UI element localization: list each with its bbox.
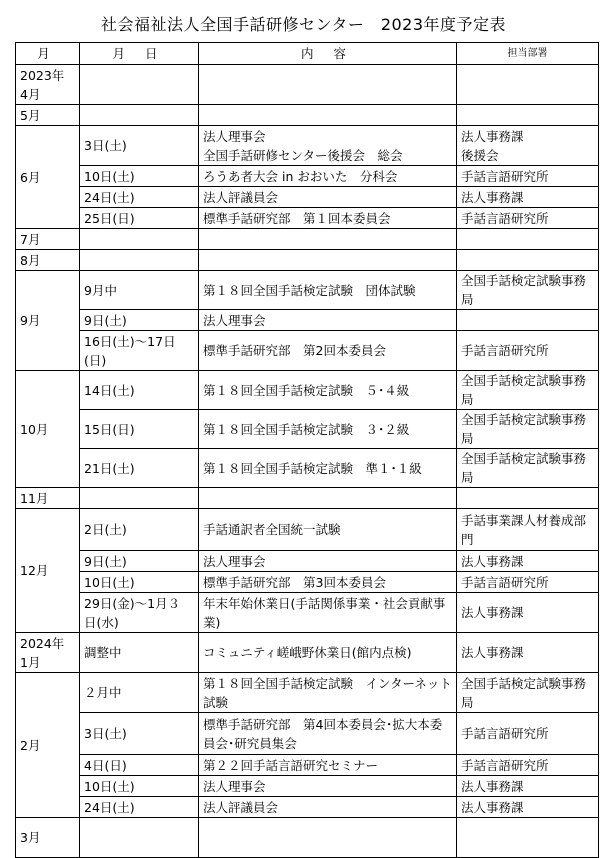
dept-cell: 手話言語研究所 [457, 713, 599, 755]
content-cell [199, 229, 457, 250]
dept-cell: 全国手話検定試験事務局 [457, 449, 599, 488]
day-cell: 4日(日) [80, 755, 199, 776]
day-cell: 10日(土) [80, 776, 199, 797]
table-row [16, 797, 599, 818]
day-cell [80, 818, 199, 858]
dept-cell: 手話言語研究所 [457, 166, 599, 187]
dept-cell: 全国手話検定試験事務局 [457, 371, 599, 410]
content-cell: 法人理事会 [199, 310, 457, 331]
day-cell [80, 105, 199, 126]
dept-cell [457, 229, 599, 250]
day-cell: 9月中 [80, 271, 199, 310]
header-content: 内 容 [199, 43, 457, 65]
day-cell [80, 250, 199, 271]
header-day: 月 日 [80, 43, 199, 65]
dept-cell [457, 310, 599, 331]
month-cell: 10月 [16, 371, 80, 488]
day-cell [80, 229, 199, 250]
dept-cell: 手話言語研究所 [457, 755, 599, 776]
content-cell: 第１８回全国手話検定試験 準１･１級 [199, 449, 457, 488]
table-row [16, 673, 599, 713]
day-cell: 24日(土) [80, 797, 199, 818]
table-row [16, 331, 599, 371]
table-row [16, 410, 599, 449]
schedule-table [15, 42, 599, 858]
table-row [16, 229, 599, 250]
content-cell [199, 65, 457, 105]
table-row [16, 65, 599, 105]
content-cell: 標準手話研究部 第3回本委員会 [199, 572, 457, 593]
content-cell [199, 250, 457, 271]
day-cell: 10日(土) [80, 166, 199, 187]
dept-cell: 法人事務課 [457, 593, 599, 633]
content-cell [199, 818, 457, 858]
content-cell: 第１８回全国手話検定試験 ５･４級 [199, 371, 457, 410]
month-cell: 3月 [16, 818, 80, 858]
dept-cell [457, 65, 599, 105]
content-cell: ろうあ者大会 in おおいた 分科会 [199, 166, 457, 187]
day-cell [80, 65, 199, 105]
table-row [16, 572, 599, 593]
day-cell: 29日(金)～1月３ 日(水) [80, 593, 199, 633]
day-cell: ２月中 [80, 673, 199, 713]
dept-cell: 法人事務課 後援会 [457, 126, 599, 166]
day-cell: 25日(日) [80, 208, 199, 229]
table-row [16, 633, 599, 673]
table-row [16, 509, 599, 551]
dept-cell [457, 250, 599, 271]
dept-cell: 法人事務課 [457, 551, 599, 572]
table-row [16, 271, 599, 310]
day-cell: 15日(日) [80, 410, 199, 449]
day-cell: 10日(土) [80, 572, 199, 593]
table-row [16, 818, 599, 858]
content-cell: 第１８回全国手話検定試験 インターネット 試験 [199, 673, 457, 713]
month-cell: 2024年 1月 [16, 633, 80, 673]
day-cell: 2日(土) [80, 509, 199, 551]
day-cell: 9日(土) [80, 551, 199, 572]
content-cell: 法人理事会 全国手話研修センター後援会 総会 [199, 126, 457, 166]
month-cell: 5月 [16, 105, 80, 126]
content-cell [199, 105, 457, 126]
dept-cell: 法人事務課 [457, 633, 599, 673]
table-row [16, 371, 599, 410]
table-row [16, 187, 599, 208]
table-row [16, 776, 599, 797]
dept-cell: 手話言語研究所 [457, 208, 599, 229]
dept-cell: 手話言語研究所 [457, 331, 599, 371]
table-row [16, 105, 599, 126]
table-row [16, 593, 599, 633]
dept-cell: 法人事務課 [457, 776, 599, 797]
dept-cell: 手話言語研究所 [457, 572, 599, 593]
header-dept: 担当部署 [457, 43, 599, 65]
month-cell: 11月 [16, 488, 80, 509]
dept-cell [457, 488, 599, 509]
table-row [16, 713, 599, 755]
dept-cell: 法人事務課 [457, 797, 599, 818]
dept-cell: 全国手話検定試験事務局 [457, 271, 599, 310]
table-row [16, 166, 599, 187]
content-cell: 年末年始休業日(手話関係事業・社会貢献事 業) [199, 593, 457, 633]
day-cell: 9日(土) [80, 310, 199, 331]
month-cell: 7月 [16, 229, 80, 250]
page-title: 社会福祉法人全国手話研修センター 2023年度予定表 [100, 15, 507, 34]
month-cell: 12月 [16, 509, 80, 633]
content-cell: 標準手話研究部 第１回本委員会 [199, 208, 457, 229]
table-row [16, 126, 599, 166]
content-cell [199, 488, 457, 509]
month-cell: 8月 [16, 250, 80, 271]
day-cell: 14日(土) [80, 371, 199, 410]
dept-cell [457, 105, 599, 126]
day-cell: 3日(土) [80, 126, 199, 166]
month-cell: 9月 [16, 271, 80, 371]
table-row [16, 250, 599, 271]
day-cell: 16日(土)～17日 (日) [80, 331, 199, 371]
content-cell: 第１８回全国手話検定試験 団体試験 [199, 271, 457, 310]
month-cell: 2月 [16, 673, 80, 818]
day-cell [80, 488, 199, 509]
day-cell: 3日(土) [80, 713, 199, 755]
content-cell: 標準手話研究部 第4回本委員会･拡大本委 員会･研究員集会 [199, 713, 457, 755]
table-row [16, 208, 599, 229]
content-cell: 標準手話研究部 第2回本委員会 [199, 331, 457, 371]
day-cell: 調整中 [80, 633, 199, 673]
content-cell: 法人評議員会 [199, 187, 457, 208]
month-cell: 2023年 4月 [16, 65, 80, 105]
content-cell: 法人評議員会 [199, 797, 457, 818]
header-row [16, 43, 599, 65]
dept-cell: 手話事業課人材養成部門 [457, 509, 599, 551]
table-row [16, 551, 599, 572]
day-cell: 21日(土) [80, 449, 199, 488]
content-cell: 法人理事会 [199, 551, 457, 572]
table-row [16, 449, 599, 488]
table-row [16, 488, 599, 509]
table-row [16, 310, 599, 331]
header-month: 月 [16, 43, 80, 65]
month-cell: 6月 [16, 126, 80, 229]
dept-cell [457, 818, 599, 858]
content-cell: 第２２回手話言語研究セミナー [199, 755, 457, 776]
dept-cell: 法人事務課 [457, 187, 599, 208]
table-row [16, 755, 599, 776]
dept-cell: 全国手話検定試験事務局 [457, 673, 599, 713]
day-cell: 24日(土) [80, 187, 199, 208]
content-cell: コミュニティ嵯峨野休業日(館内点検) [199, 633, 457, 673]
dept-cell: 全国手話検定試験事務局 [457, 410, 599, 449]
content-cell: 法人理事会 [199, 776, 457, 797]
content-cell: 第１８回全国手話検定試験 ３･２級 [199, 410, 457, 449]
content-cell: 手話通訳者全国統一試験 [199, 509, 457, 551]
